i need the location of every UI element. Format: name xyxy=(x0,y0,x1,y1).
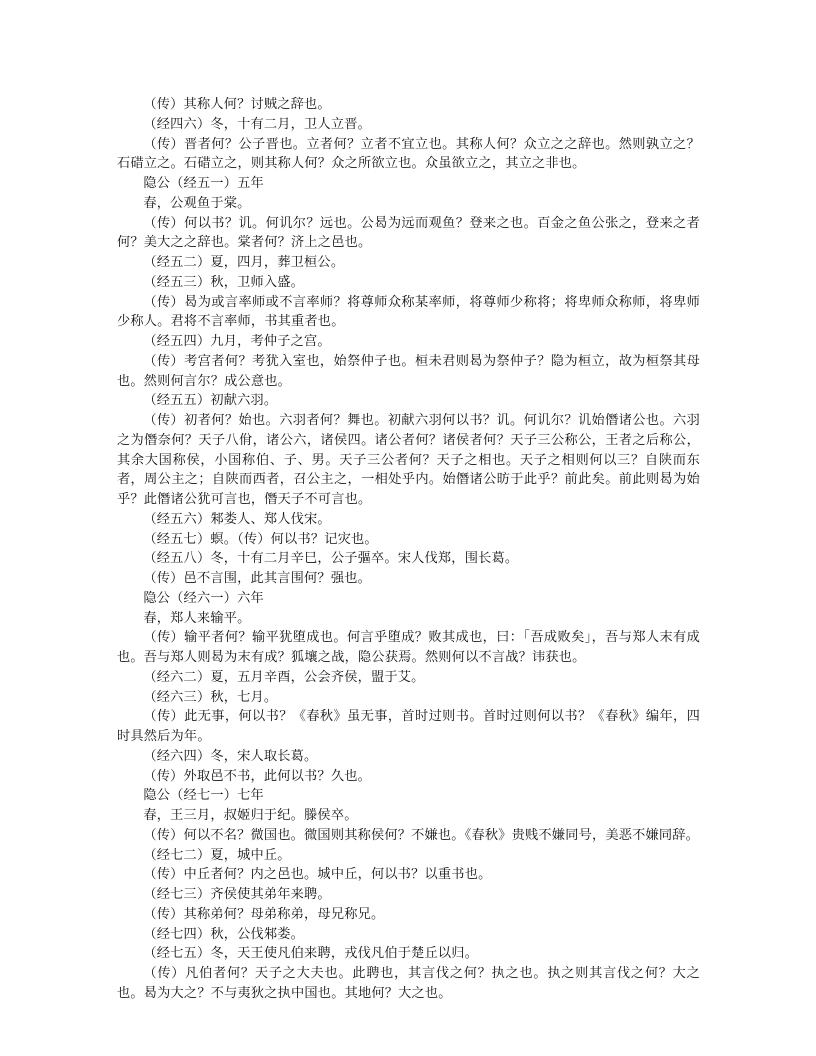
paragraph: 隐公（经六一）六年 xyxy=(143,590,264,606)
paragraph: （经六二）夏，五月辛酉，公会齐侯，盟于艾。 xyxy=(143,669,425,685)
paragraph: （传）何以不名？微国也。微国则其称侯何？不嫌也。《春秋》贵贱不嫌同号，美恶不嫌同辞。 xyxy=(143,827,700,843)
text-body xyxy=(117,95,700,1004)
paragraph: （经五四）九月，考仲子之宫。 xyxy=(143,334,331,349)
paragraph: （经六四）冬，宋人取长葛。 xyxy=(143,748,318,764)
paragraph: （传）初者何？始也。六羽者何？舞也。初献六羽何以书？讥。何讥尔？讥始僭诸公也。六羽之为僭奈何？天子八佾，诸公六，诸侯四。诸公者何？诸侯者何？天子三公称公，王者之后称公，其余大国称侯，小国称伯、子、男。天子三公者何？天子之相也。天子之相则何以三？自陕而东者，周公主之；自陕而西者，召公主之，一相处乎内。始僭诸公昉于此乎？前此矣。前此则曷为始乎？此僭诸公犹可言也，僭天子不可言也。 xyxy=(117,413,700,507)
paragraph: （经七二）夏，城中丘。 xyxy=(143,847,291,863)
paragraph: （传）中丘者何？内之邑也。城中丘，何以书？以重书也。 xyxy=(143,867,492,883)
paragraph: （经七三）齐侯使其弟年来聘。 xyxy=(143,887,331,902)
paragraph: （传）其称弟何？母弟称弟，母兄称兄。 xyxy=(143,906,385,922)
paragraph: （经五五）初献六羽。 xyxy=(143,393,278,409)
paragraph: （传）曷为或言率师或不言率师？将尊师众称某率师，将尊师少称将；将卑师众称师，将卑师少称人。君将不言率师，书其重者也。 xyxy=(117,294,700,330)
paragraph: （传）考宫者何？考犹入室也，始祭仲子也。桓未君则曷为祭仲子？隐为桓立，故为桓祭其母也。然则何言尔？成公意也。 xyxy=(117,353,700,389)
paragraph: 春，公观鱼于棠。 xyxy=(143,195,251,211)
paragraph: （传）此无事，何以书？《春秋》虽无事，首时过则书。首时过则何以书？《春秋》编年，四时具然后为年。 xyxy=(117,709,700,744)
paragraph: （传）输平者何？输平犹堕成也。何言乎堕成？败其成也，曰：「吾成败矣」，吾与郑人末有成也。吾与郑人则曷为末有成？狐壤之战，隐公获焉。然则何以不言战？讳获也。 xyxy=(117,630,700,665)
paragraph: （传）晋者何？公子晋也。立者何？立者不宜立也。其称人何？众立之之辞也。然则孰立之？石碏立之。石碏立之，则其称人何？众之所欲立也。众虽欲立之，其立之非也。 xyxy=(117,136,700,172)
paragraph: （经六三）秋，七月。 xyxy=(143,689,278,705)
paragraph: （经五三）秋，卫师入盛。 xyxy=(143,274,305,290)
paragraph: （经七五）冬，天王使凡伯来聘，戎伐凡伯于楚丘以归。 xyxy=(143,946,479,962)
paragraph: （传）外取邑不书，此何以书？久也。 xyxy=(143,768,371,784)
paragraph: （经五六）邾娄人、郑人伐宋。 xyxy=(143,511,331,527)
paragraph: （经四六）冬，十有二月，卫人立晋。 xyxy=(143,116,371,132)
paragraph: 隐公（经七一）七年 xyxy=(143,788,264,804)
paragraph: （传）其称人何？讨贼之辞也。 xyxy=(143,97,331,112)
paragraph: （经五二）夏，四月，葬卫桓公。 xyxy=(143,255,345,270)
paragraph: （传）凡伯者何？天子之大夫也。此聘也，其言伐之何？执之也。执之则其言伐之何？大之也。曷为大之？不与夷狄之执中国也。其地何？大之也。 xyxy=(117,966,700,1001)
paragraph: （传）邑不言围，此其言围何？强也。 xyxy=(143,571,371,586)
section-heading: 隐公（经五一）五年 xyxy=(143,176,264,191)
paragraph: （经五七）螟。（传）何以书？记灾也。 xyxy=(143,531,378,547)
paragraph: （经七四）秋，公伐邾娄。 xyxy=(143,926,305,942)
paragraph: （经五八）冬，十有二月辛巳，公子彄卒。宋人伐郑，围长葛。 xyxy=(143,551,519,567)
section-heading: 春，郑人来输平。 xyxy=(143,610,251,626)
section-heading: 春，王三月，叔姬归于纪。滕侯卒。 xyxy=(143,808,358,823)
paragraph: （传）何以书？讥。何讥尔？远也。公曷为远而观鱼？登来之也。百金之鱼公张之，登来之者何？美大之之辞也。棠者何？济上之邑也。 xyxy=(117,215,700,251)
